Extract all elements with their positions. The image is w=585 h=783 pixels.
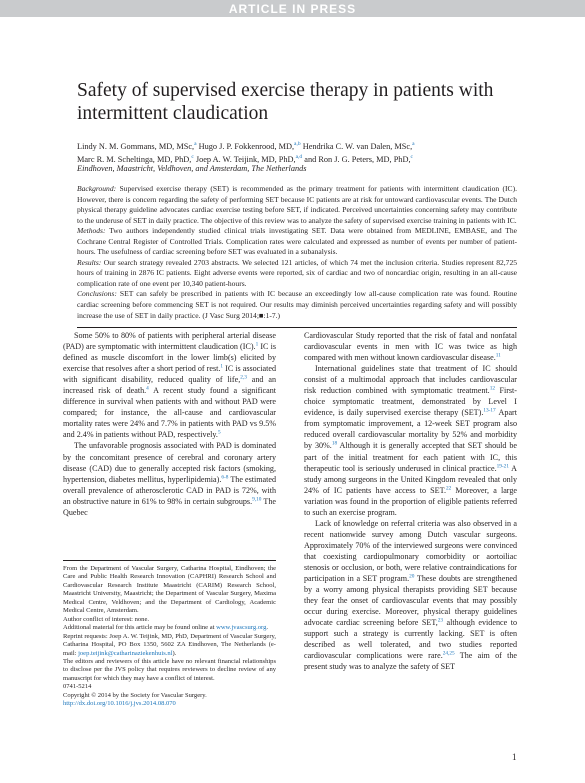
citation-ref: 20 xyxy=(409,573,415,580)
body-text: Moreover, a large variation was found in the proportion of eligible patients referred to such an exercise program. xyxy=(304,485,517,517)
banner-label: ARTICLE IN PRESS xyxy=(228,1,357,16)
citation-ref: 23 xyxy=(437,617,444,624)
body-text: International guidelines state that treatment of IC should consist of a multimodal approach that includes cardiovascular risk reduction combined with symptomatic treatment. xyxy=(304,364,517,396)
abstract-section-label: Results: xyxy=(77,257,102,267)
author-list: Lindy N. M. Gommans, MD, MSc,$^a$ Hugo J. P. Fokkenrood, MD,$^{a,b}$ Hendrika C. W. van Dalen, MSc,$^a$ Marc R. M. Scheltinga, MD, PhD,$^c$ Joep A. W. Teijink, MD, PhD,$^{a,d}$ and Ron J. G. Peters, MD, PhD,$^c$ xyxy=(77,141,415,164)
body-text: Lack of knowledge on referral criteria was also observed in a recent nationwide survey among Dutch vascular surgeons. Approximately 70% of the interviewed surgeons were convinced that coexisting cardiopulmonary comorbidity or aortoiliac stenosis or occlusion, or both, were relative contraindications for participation in a SET program. xyxy=(304,518,517,584)
citation-ref: 6-8 xyxy=(221,473,229,480)
citation-ref: 9,10 xyxy=(252,496,262,503)
author-affiliation-marker: c xyxy=(410,153,413,160)
body-text: A study among surgeons in the United Kingdom revealed that only 24% of IC patients have access to SET. xyxy=(304,463,517,495)
footnote-conflict: Author conflict of interest: none. xyxy=(63,615,149,623)
body-text: although evidence to support such a strategy is currently lacking. SET is often described as well tolerated, and two studies reported cardiovascular complications were rare. xyxy=(304,618,517,661)
abstract-section xyxy=(77,258,517,290)
author-affiliation: Eindhoven, Maastricht, Veldhoven, and Amsterdam, The Netherlands xyxy=(77,164,307,173)
footnote-additional-end: . xyxy=(266,624,268,632)
footnote-issn: 0741-5214 xyxy=(63,683,92,691)
doi-link[interactable]: http://dx.doi.org/10.1016/j.jvs.2014.08.070 xyxy=(63,700,176,708)
article-footnotes xyxy=(63,565,276,709)
citation-ref: 19-21 xyxy=(496,462,509,469)
author-affiliation-marker: a,b xyxy=(294,141,301,147)
citation-ref: 4 xyxy=(146,385,149,392)
body-text: The aim of the present study was to analyze the safety of SET xyxy=(304,651,517,672)
footnote-divider xyxy=(63,560,276,561)
body-text: IC is associated with significant disability, reduced quality of life, xyxy=(63,364,277,385)
citation-ref: 24,25 xyxy=(442,650,455,657)
abstract-section-label: Conclusions: xyxy=(77,289,117,299)
body-text: IC is defined as muscle discomfort in the lower limb(s) elicited by exercise that resolves after a short period of rest. xyxy=(63,342,276,374)
citation-ref: 12 xyxy=(489,385,495,392)
citation-ref: 1 xyxy=(255,341,259,348)
body-text: Apart from symptomatic improvement, a 12-week SET program also reduced overall cardiovascular mortality by 52% and morbidity by 30%. xyxy=(304,408,517,451)
footnote-from: From the Department of Vascular Surgery, Catharina Hospital, Eindhoven; the Care and Public Health Research Innovation (CAPHRI) Research School and Cardiovascular Research Institute Maastricht (CARIM) Research School, Maastricht University, Maastricht; the Department of Vascular Surgery, Maxima Medical Centre, Veldhoven; and the Department of Cardiology, Academic Medical Centre, Amsterdam. xyxy=(63,565,276,615)
footnote-editors: The editors and reviewers of this article have no relevant financial relationships to disclose per the JVS policy that requires reviewers to decline review of any manuscript for which they may have a conflict of interest. xyxy=(63,657,276,682)
abstract-section xyxy=(77,289,517,321)
citation-ref: 18 xyxy=(331,440,338,447)
abstract-section-text: Supervised exercise therapy (SET) is recommended as the primary treatment for patients with intermittent claudication (IC). However, there is concern regarding the safety of performing SET because IC patients are at risk for untoward cardiovascular events. The Dutch physical therapy guideline advocates cardiac exercise testing before SET, if indicated. Perceived uncertainties concerning safety may contribute to the underuse of SET in daily practice. The objective of this review was to analyze the safety of supervised exercise training in patients with IC. xyxy=(77,184,517,225)
body-text: Cardiovascular Study reported that the risk of fatal and nonfatal cardiovascular events in men with IC was twice as high compared with men without known cardiovascular disease. xyxy=(304,331,517,363)
author-name: Hendrika C. W. van Dalen, MSc, xyxy=(302,141,413,151)
body-paragraph xyxy=(304,363,517,518)
body-paragraph xyxy=(63,330,276,440)
citation-ref: 22 xyxy=(445,484,452,491)
abstract-divider xyxy=(77,327,517,328)
body-text: First-choice symptomatic treatment, demonstrated by Level I evidence, is daily supervised exercise therapy (SET). xyxy=(304,386,517,418)
citation-ref: 13-17 xyxy=(483,407,496,414)
body-text: These doubts are strengthened by a worry among physical therapists providing SET because they fear the onset of cardiovascular events that may possibly occur during exercise. Moreover, physical therapy guidelines advocate cardiac screening before SET, xyxy=(304,574,517,628)
abstract-section-text: Our search strategy revealed 2703 abstracts. We selected 121 articles, of which 74 met the inclusion criteria. Studies represent 82,725 hours of training in 2876 IC patients. Eight adverse events were reported, six of cardiac and two of noncardiac origin, resulting in an all-cause complication rate of one event per 10,340 patient-hours. xyxy=(77,257,517,288)
body-paragraph xyxy=(304,518,517,673)
page-number: 1 xyxy=(512,752,517,762)
footnote-reprint-text: Reprint requests: Joep A. W. Teijink, MD, PhD, Department of Vascular Surgery, Catharina Hospital, PO Box 1350, 5602 ZA Eindhoven, The Netherlands (e-mail: xyxy=(63,632,276,657)
author-name: Hugo J. P. Fokkenrood, MD, xyxy=(198,141,295,151)
author-name: Lindy N. M. Gommans, MD, MSc, xyxy=(77,141,195,151)
author-name: Marc R. M. Scheltinga, MD, PhD, xyxy=(77,154,192,164)
body-column-right xyxy=(304,330,517,672)
abstract-section-text: Two authors independently studied clinical trials investigating SET. Data were obtained from MEDLINE, EMBASE, and The Cochrane Central Register of Controlled Trials. Complication rates were calculated and expressed as number of events per number of patient-hours. The usefulness of cardiac screening before SET was evaluated in a subanalysis. xyxy=(77,226,517,257)
footnote-reprint xyxy=(63,633,276,658)
journal-website-link[interactable]: www.jvascsurg.org xyxy=(216,624,267,632)
body-column-left xyxy=(63,330,276,518)
body-text: The Quebec xyxy=(63,496,276,517)
citation-ref: 2,3 xyxy=(240,374,247,381)
citation-ref: 1 xyxy=(220,363,224,370)
citation-ref: 5 xyxy=(217,429,221,436)
body-text: The unfavorable prognosis associated with PAD is dominated by the concomitant presence of cerebral and coronary artery disease (CAD) due to generally accepted risk factors (smoking, hypertension, diabetes mellitus, hyperlipidemia). xyxy=(63,441,276,484)
footnote-additional-text: Additional material for this article may be found online at xyxy=(63,624,217,632)
body-text: A recent study found a significant difference in survival when patients with and without PAD were compared; for instance, the all-cause and cardiovascular mortality rates were 24% and 7.7% in patients with PAD vs 9.5% and 2.4% in patients without PAD, respectively. xyxy=(63,386,276,440)
abstract-section-text: SET can safely be prescribed in patients with IC because an exceedingly low all-cause complication rate was found. Routine cardiac screening before commencing SET is not required. Our results may diminish perceived uncertainties regarding safety and will possibly increase the use of SET in daily practice. (J Vasc Surg 2014;■:1-7.) xyxy=(77,289,517,320)
author-affiliation-marker: a xyxy=(412,141,415,147)
article-title: Safety of supervised exercise therapy in patients with intermittent claudication xyxy=(77,80,494,124)
abstract-section xyxy=(77,184,517,226)
author-affiliation-marker: a,d xyxy=(295,153,303,160)
footnote-copyright: Copyright © 2014 by the Society for Vascular Surgery. xyxy=(63,691,207,699)
author-email-link[interactable]: joep.teijink@catharinaziekenhuis.nl xyxy=(78,649,173,657)
body-text: and an increased risk of death. xyxy=(63,375,277,396)
abstract xyxy=(77,184,517,321)
author-name: Joep A. W. Teijink, MD, PhD, xyxy=(195,154,296,164)
article-in-press-banner xyxy=(0,0,585,17)
body-paragraph xyxy=(304,330,517,363)
author-affiliation-marker: c xyxy=(191,153,194,160)
footnote-additional xyxy=(63,624,276,632)
abstract-section-label: Background: xyxy=(77,184,117,193)
body-paragraph xyxy=(63,440,276,517)
author-name: Ron J. G. Peters, MD, PhD, xyxy=(318,154,411,164)
body-text: Although it is generally accepted that SET should be part of the initial treatment for each patient with IC, this therapeutic tool is seriously underused in clinical practice. xyxy=(304,441,517,473)
citation-ref: 11 xyxy=(495,352,501,359)
abstract-section-label: Methods: xyxy=(77,226,106,236)
body-text: The estimated overall prevalence of atherosclerotic CAD in PAD is 72%, with an obstructive nature in 61% to 98% in certain subgroups. xyxy=(63,474,276,506)
body-text: Some 50% to 80% of patients with peripheral arterial disease (PAD) are symptomatic with intermittent claudication (IC). xyxy=(63,331,276,352)
author-affiliation-marker: a xyxy=(194,141,197,147)
footnote-reprint-end: ). xyxy=(172,649,177,657)
abstract-section xyxy=(77,226,517,258)
